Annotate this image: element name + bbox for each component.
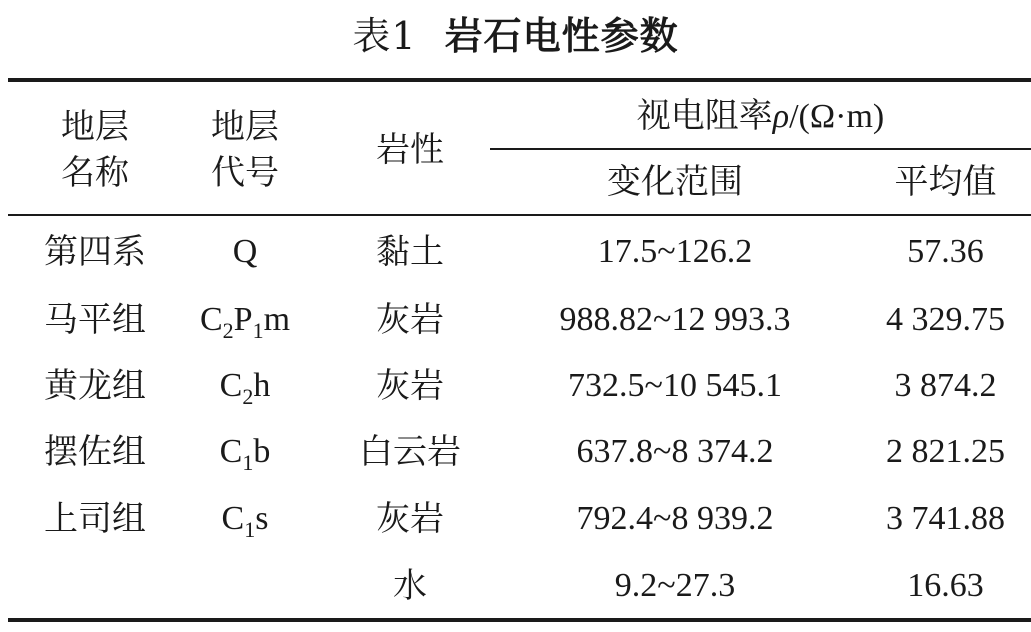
row-stratum-code-part: 1 (252, 318, 264, 343)
row-resistivity-mean: 4 329.75 (886, 301, 1005, 338)
header-mean: 平均值 (894, 162, 997, 202)
row-stratum-code-part: C (199, 301, 223, 338)
row-resistivity-mean: 2 821.25 (886, 433, 1005, 470)
row-lithology: 灰岩 (376, 300, 444, 340)
header-stratum-code-line2: 代号 (211, 153, 279, 193)
row-resistivity-mean: 57.36 (907, 233, 984, 270)
row-stratum-code (170, 230, 320, 274)
table-title (0, 8, 1031, 64)
row-stratum-name: 摆佐组 (44, 432, 146, 472)
row-stratum-code-part: P (233, 301, 253, 338)
header-resistivity-prefix: 视电阻率 (636, 96, 773, 136)
row-stratum-code-part: 2 (222, 318, 234, 343)
header-stratum-name-line2: 名称 (61, 153, 129, 193)
header-resistivity-symbol: ρ (772, 98, 790, 135)
row-resistivity-range: 9.2~27.3 (614, 567, 736, 604)
row-lithology: 白云岩 (359, 432, 461, 472)
row-stratum-code-part: m (263, 301, 291, 338)
bottom-rule (8, 618, 1031, 622)
row-resistivity-mean: 16.63 (907, 567, 984, 604)
row-stratum-code-part: C (221, 500, 245, 537)
row-resistivity-range: 17.5~126.2 (597, 233, 753, 270)
header-stratum-name-line1: 地层 (61, 107, 129, 147)
row-stratum-code-part: Q (232, 233, 258, 270)
row-stratum-code-part: 1 (242, 450, 254, 475)
row-lithology: 黏土 (376, 232, 444, 272)
row-stratum-name: 马平组 (44, 300, 146, 340)
row-stratum-code-part: b (253, 433, 271, 470)
row-stratum-code (170, 298, 320, 342)
row-stratum-code-part: C (219, 367, 243, 404)
row-stratum-code (170, 497, 320, 541)
header-lithology: 岩性 (376, 130, 444, 170)
header-stratum-code (170, 104, 320, 196)
table-title-text: 岩石电性参数 (444, 14, 679, 58)
row-lithology: 灰岩 (376, 499, 444, 539)
row-resistivity-range: 637.8~8 374.2 (576, 433, 774, 470)
row-resistivity-mean: 3 741.88 (886, 500, 1005, 537)
header-stratum-code-line1: 地层 (211, 107, 279, 147)
row-stratum-name: 黄龙组 (44, 366, 146, 406)
header-resistivity-group (490, 94, 1031, 139)
row-lithology: 水 (393, 566, 427, 606)
row-stratum-code (170, 430, 320, 474)
row-stratum-code-part: C (219, 433, 243, 470)
header-stratum-name (20, 104, 170, 196)
row-lithology: 灰岩 (376, 366, 444, 406)
top-rule (8, 78, 1031, 82)
row-stratum-name: 第四系 (44, 232, 146, 272)
row-resistivity-range: 792.4~8 939.2 (576, 500, 774, 537)
row-stratum-code-part: h (253, 367, 271, 404)
row-resistivity-mean: 3 874.2 (894, 367, 997, 404)
row-resistivity-range: 732.5~10 545.1 (568, 367, 782, 404)
table-number: 表1 (352, 14, 417, 58)
header-group-rule (490, 148, 1031, 150)
header-range: 变化范围 (607, 162, 743, 202)
row-stratum-code-part: 1 (244, 517, 256, 542)
row-stratum-name: 上司组 (44, 499, 146, 539)
header-resistivity-unit: /(Ω·m) (789, 98, 885, 135)
row-stratum-code-part: 2 (242, 384, 254, 409)
header-rule (8, 214, 1031, 216)
row-stratum-code-part: s (255, 500, 269, 537)
row-stratum-code (170, 364, 320, 408)
row-resistivity-range: 988.82~12 993.3 (559, 301, 791, 338)
